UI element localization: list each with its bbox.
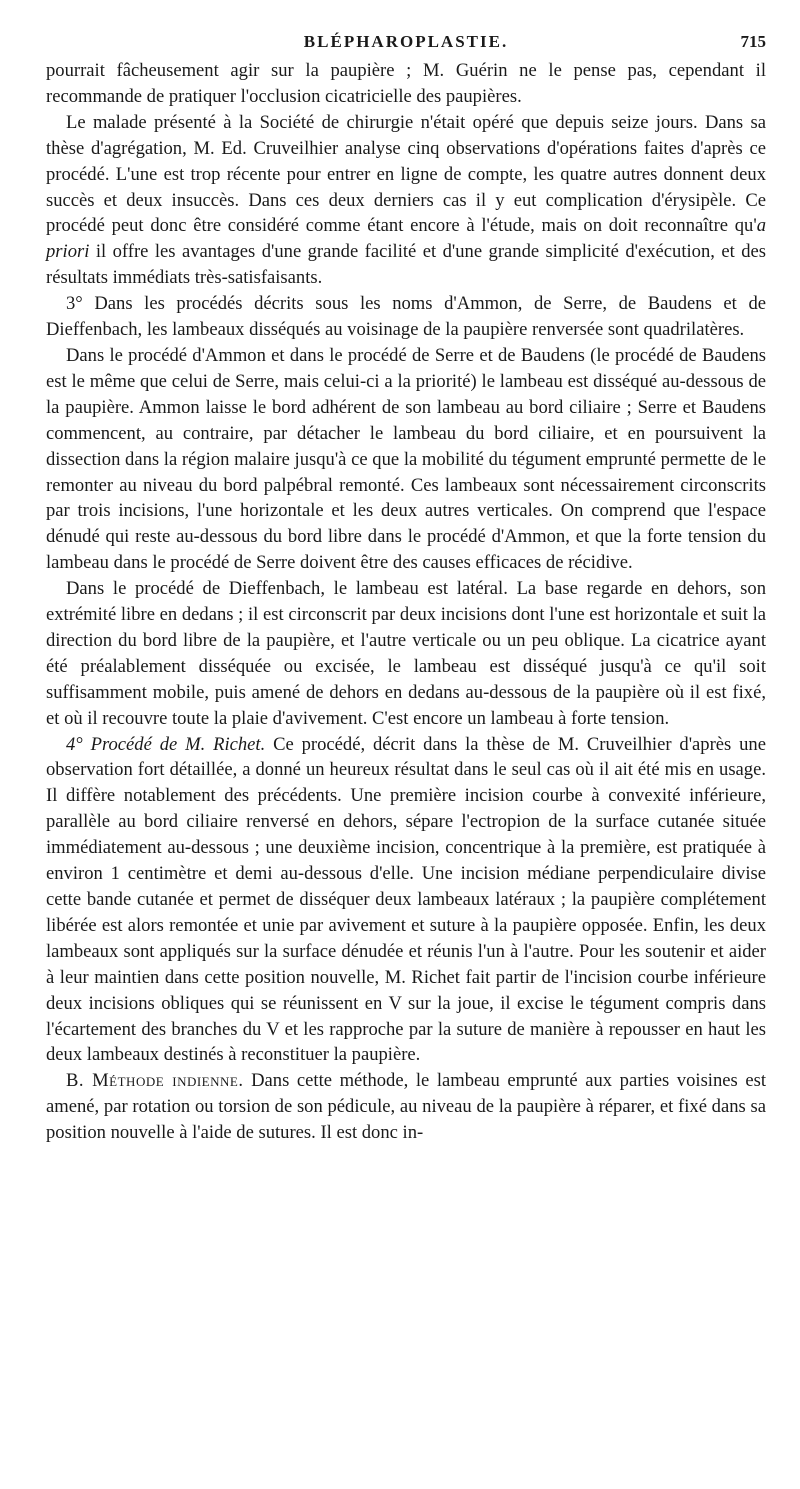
paragraph-societe-chirurgie <box>46 110 766 291</box>
running-header <box>46 28 766 58</box>
paragraph-text: Dans cette méthode, le lambeau emprunté aux parties voisines est amené, par rotation ou torsion de son pédicule, au niveau de la paupière à réparer, et fixé dans sa position nouvelle à l'aide de sutures. Il est donc in- <box>46 1070 767 1144</box>
section-heading-smallcaps: B. Méthode indienne. <box>66 1070 244 1092</box>
running-title: BLÉPHAROPLASTIE. <box>303 32 509 51</box>
italic-phrase: a priori <box>46 215 766 263</box>
paragraph-continuation: pourrait fâcheusement agir sur la paupière ; M. Guérin ne le pense pas, cependant il recommande de pratiquer l'occlusion cicatricielle des paupières. <box>46 60 766 107</box>
paragraph-text: Le malade présenté à la Société de chirurgie n'était opéré que depuis seize jours. Dans sa thèse d'agrégation, M. Ed. Cruveilhier analyse cinq observations d'opérations faites d'après ce procédé. L'une est trop récente pour entrer en ligne de compte, les quatre autres donnent deux succès et deux insuccès. Dans ces deux derniers cas il y eut complication d'érysipèle. Ce procédé peut donc être considéré comme étant encore à l'étude, mais on doit reconnaître qu' <box>46 111 766 237</box>
paragraph-methode-indienne <box>46 1068 766 1146</box>
paragraph-procede-ammon: Dans le procédé d'Ammon et dans le procédé de Serre et de Baudens (le procédé de Baudens est le même que celui de Serre, mais celui-ci a la priorité) le lambeau est disséqué au-dessous de la paupière. Ammon laisse le bord adhérent de son lambeau au bord ciliaire ; Serre et Baudens commencent, au contraire, par détacher le lambeau du bord ciliaire, et en poursuivent la dissection dans la région malaire jusqu'à ce que la mobilité du tégument emprunté permette de le remonter au niveau du bord palpébral remonté. Ces lambeaux sont nécessairement circonscrits par trois incisions, l'une horizontale et les deux autres verticales. On comprend que l'espace dénudé qui reste au-dessous du bord libre dans le procédé d'Ammon, et que la forte tension du lambeau dans le procédé de Serre doivent être des causes efficaces de récidive. <box>46 344 766 574</box>
paragraph-procedes-quadrilateres: 3° Dans les procédés décrits sous les noms d'Ammon, de Serre, de Baudens et de Dieffenbach, les lambeaux disséqués au voisinage de la paupière renversée sont quadrilatères. <box>46 293 766 341</box>
paragraph-procede-dieffenbach: Dans le procédé de Dieffenbach, le lambeau est latéral. La base regarde en dehors, son extrémité libre en dedans ; il est circonscrit par deux incisions dont l'une est horizontale et suit la direction du bord libre de la paupière, et l'autre verticale ou un peu oblique. La cicatrice ayant été préalablement disséquée ou excisée, le lambeau est disséqué jusqu'à ce qu'il soit suffisamment mobile, puis amené de dehors en dedans au-dessous de la paupière où il est fixé, et où il recouvre toute la plaie d'avivement. C'est encore un lambeau à forte tension. <box>46 578 766 729</box>
section-heading-italic: 4° Procédé de M. Richet. <box>66 733 266 755</box>
body-text <box>46 58 766 1146</box>
paragraph-text: Ce procédé, décrit dans la thèse de M. Cruveilhier d'après une observation fort détaillée, a donné un heureux résultat dans le seul cas où il ait été mis en usage. Il diffère notablement des précédents. Une première incision courbe à convexité inférieure, parallèle au bord ciliaire renversé en dehors, sépare l'ectropion de la surface cutanée située immédiatement au-dessous ; une deuxième incision, concentrique à la première, est pratiquée à environ 1 centimètre et demi au-dessous d'elle. Une incision médiane perpendiculaire divise cette bande cutanée et permet de disséquer deux lambeaux latéraux ; la paupière complétement libérée est alors remontée et unie par avivement et suture à la paupière opposée. Enfin, les deux lambeaux sont appliqués sur la surface dénudée et réunis l'un à l'autre. Pour les soutenir et aider à leur maintien dans cette position nouvelle, M. Richet fait partir de l'incision courbe inférieure deux incisions obliques qui se réunissent en V sur la joue, il excise le tégument compris dans l'écartement des branches du V et les rapproche par la suture de manière à repousser en haut les deux lambeaux destinés à reconstituer la paupière. <box>46 733 766 1066</box>
paragraph-procede-richet <box>46 732 766 1069</box>
page-number: 715 <box>740 32 766 51</box>
book-page <box>46 28 766 1146</box>
paragraph-text: il offre les avantages d'une grande facilité et d'une grande simplicité d'exécution, et des résultats immédiats très-satisfaisants. <box>46 241 766 289</box>
